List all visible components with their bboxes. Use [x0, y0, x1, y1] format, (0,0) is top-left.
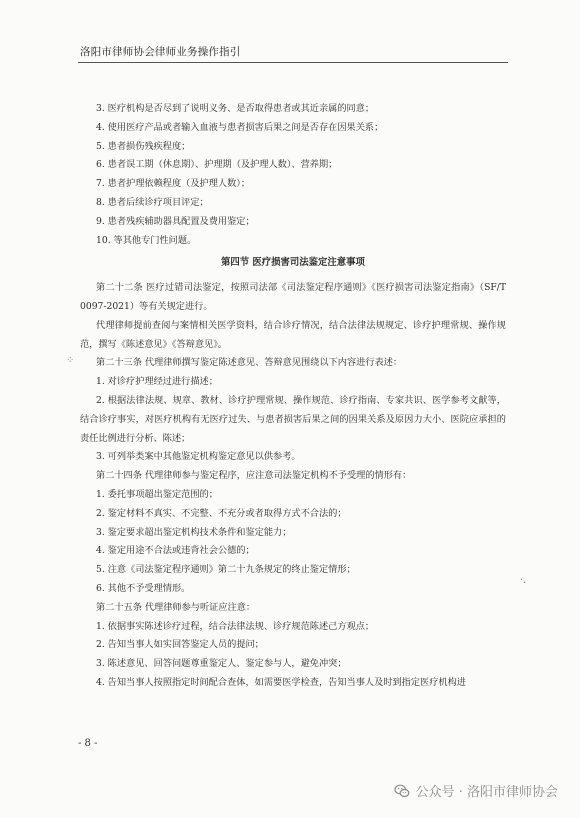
- list-item: 1. 依据事实陈述诊疗过程，结合法律法规、诊疗规范陈述己方观点；: [96, 620, 375, 632]
- watermark: [394, 781, 558, 800]
- article-23-lead: 第二十三条 代理律师撰写鉴定陈述意见、答辩意见围绕以下内容进行表述：: [96, 357, 403, 369]
- list-item: 9. 患者残疾辅助器具配置及费用鉴定；: [96, 215, 255, 227]
- header-rule: [78, 62, 508, 63]
- list-item: 6. 患者误工期（休息期）、护理期（及护理人数）、营养期；: [96, 159, 338, 171]
- scan-mark: ·.: [520, 575, 527, 586]
- section-title: 第四节 医疗损害司法鉴定注意事项: [221, 257, 365, 269]
- list-item: 6. 其他不予受理情形。: [96, 582, 191, 594]
- list-item: 2. 根据法律法规、规章、教材、诊疗护理常规、操作规范、诊疗指南、专家共识、医学参考文献等，结合诊疗事实，对医疗机构有无医疗过失、与患者损害后果之间的因果关系及原因力大小、医院应承担的责任比例进行分析、陈述；: [80, 394, 506, 444]
- document-body: [80, 100, 506, 693]
- running-header: 洛阳市律师协会律师业务操作指引: [80, 46, 241, 58]
- agent-paragraph: 代理律师提前查阅与案情相关医学资料，结合诊疗情况，结合法律法规规定、诊疗护理常规、操作规范，撰写《陈述意见》《答辩意见》。: [80, 319, 506, 350]
- article-24-lead: 第二十四条 代理律师参与鉴定程序，应注意司法鉴定机构不予受理的情形有：: [96, 470, 412, 482]
- list-item: 2. 告知当事人如实回答鉴定人员的提问；: [96, 639, 264, 651]
- list-item: 5. 患者损伤残疾程度；: [96, 140, 191, 152]
- list-item: 8. 患者后续诊疗项目评定；: [96, 196, 209, 208]
- page-number: - 8 -: [78, 738, 98, 749]
- list-item: 5. 注意《司法鉴定程序通则》第二十九条规定的终止鉴定情形；: [96, 564, 356, 576]
- list-item: 3. 鉴定要求超出鉴定机构技术条件和鉴定能力；: [96, 526, 292, 538]
- wechat-icon: [394, 783, 410, 799]
- article-22: 第二十二条 医疗过错司法鉴定，按照司法部《司法鉴定程序通则》《医疗损害司法鉴定指南》（SF/T 0097-2021）等有关规定进行。: [80, 282, 506, 312]
- list-item: 7. 患者护理依赖程度（及护理人数）；: [96, 178, 251, 190]
- watermark-text: 公众号 · 洛阳市律师协会: [415, 785, 558, 800]
- article-25-lead: 第二十五条 代理律师参与听证应注意：: [96, 601, 256, 613]
- list-item: 4. 鉴定用途不合法或违背社会公德的；: [96, 545, 255, 557]
- list-item: 10. 等其他专门性问题。: [96, 234, 197, 246]
- list-item: 3. 陈述意见、回答问题尊重鉴定人、鉴定参与人，避免冲突；: [96, 658, 347, 670]
- scan-mark: ⁘: [66, 355, 75, 366]
- list-item: 1. 对诊疗护理经过进行描述；: [96, 376, 218, 388]
- list-item: 4. 告知当事人按照指定时间配合查体，如需要医学检查，告知当事人及时到指定医疗机构进: [96, 676, 466, 688]
- list-item: 3. 可列举类案中其他鉴定机构鉴定意见以供参考。: [96, 451, 301, 463]
- list-item: 4. 使用医疗产品或者输入血液与患者损害后果之间是否存在因果关系；: [96, 121, 384, 133]
- list-item: 1. 委托事项超出鉴定范围的；: [96, 488, 218, 500]
- list-item: 3. 医疗机构是否尽到了说明义务、是否取得患者或其近亲属的同意；: [96, 103, 375, 114]
- list-item: 2. 鉴定材料不真实、不完整、不充分或者取得方式不合法的；: [96, 507, 347, 519]
